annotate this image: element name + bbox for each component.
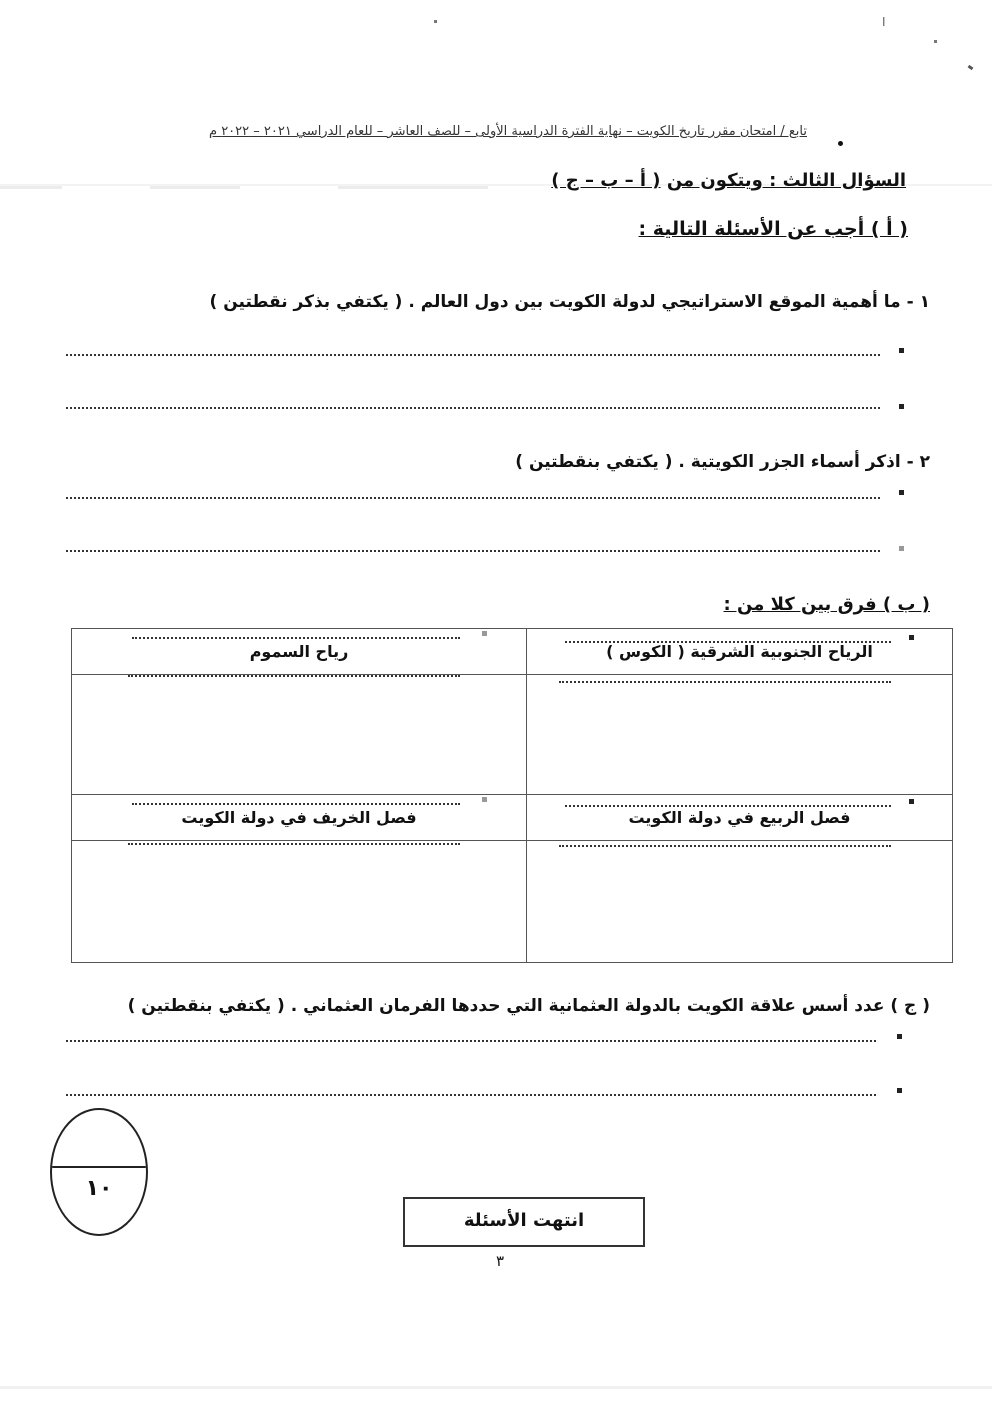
answer-line[interactable] <box>66 407 880 409</box>
score-circle <box>50 1108 148 1236</box>
answer-line[interactable] <box>132 637 460 639</box>
score-divider <box>52 1166 146 1168</box>
scan-mark: ׀ <box>882 14 886 28</box>
page-number: ٣ <box>495 1252 505 1270</box>
exam-header: تابع / امتحان مقرر تاريخ الكويت – نهاية الفترة الدراسية الأولى – للصف العاشر – للعام الدراسي ٢٠٢١ – ٢٠٢٢ م <box>209 124 807 139</box>
bullet-icon <box>897 1034 902 1039</box>
answer-line[interactable] <box>66 1040 876 1042</box>
answer-line[interactable] <box>128 675 460 677</box>
bullet-icon <box>899 348 904 353</box>
comparison-table <box>71 628 953 963</box>
question-3-parts: ( أ – ب – ج ) <box>551 170 661 191</box>
question-3-label: السؤال الثالث : ويتكون من <box>666 170 906 191</box>
answer-line[interactable] <box>559 845 891 847</box>
table-header-cell: الرياح الجنوبية الشرقية ( الكوس ) <box>527 629 953 675</box>
answer-line[interactable] <box>66 497 880 499</box>
table-header-cell: فصل الخريف في دولة الكويت <box>72 795 527 841</box>
section-a-heading: ( أ ) أجب عن الأسئلة التالية : <box>638 218 908 240</box>
answer-cell[interactable] <box>72 841 527 963</box>
scan-speck <box>968 65 974 70</box>
bullet-icon <box>897 1088 902 1093</box>
answer-line[interactable] <box>565 641 891 643</box>
bullet-icon <box>899 546 904 551</box>
bullet-icon <box>482 631 487 636</box>
bullet-icon <box>482 797 487 802</box>
bullet-icon <box>899 490 904 495</box>
score-value: ١٠ <box>85 1176 113 1201</box>
scan-speck <box>934 40 937 43</box>
question-c: ( ج ) عدد أسس علاقة الكويت بالدولة العثمانية التي حددها الفرمان العثماني . ( يكتفي بنقطتين ) <box>127 996 930 1016</box>
answer-line[interactable] <box>128 843 460 845</box>
answer-cell[interactable] <box>527 841 953 963</box>
answer-line[interactable] <box>132 803 460 805</box>
answer-line[interactable] <box>66 354 880 356</box>
header-bullet-icon <box>838 141 843 146</box>
table-header-cell: فصل الربيع في دولة الكويت <box>527 795 953 841</box>
answer-line[interactable] <box>559 681 891 683</box>
table-header-cell: رياح السموم <box>72 629 527 675</box>
bullet-icon <box>899 404 904 409</box>
question-a1: ١ - ما أهمية الموقع الاستراتيجي لدولة الكويت بين دول العالم . ( يكتفي بذكر نقطتين ) <box>209 292 930 312</box>
question-3-title <box>551 170 906 191</box>
bullet-icon <box>909 635 914 640</box>
scan-speck <box>434 20 437 23</box>
answer-cell[interactable] <box>72 675 527 795</box>
answer-line[interactable] <box>66 1094 876 1096</box>
question-a2: ٢ - اذكر أسماء الجزر الكويتية . ( يكتفي بنقطتين ) <box>515 452 930 472</box>
bottom-edge <box>0 1386 992 1389</box>
end-of-questions-box: انتهت الأسئلة <box>403 1197 645 1247</box>
answer-line[interactable] <box>565 805 891 807</box>
bullet-icon <box>909 799 914 804</box>
answer-cell[interactable] <box>527 675 953 795</box>
section-b-heading: ( ب ) فرق بين كلا من : <box>723 594 930 615</box>
answer-line[interactable] <box>66 550 880 552</box>
